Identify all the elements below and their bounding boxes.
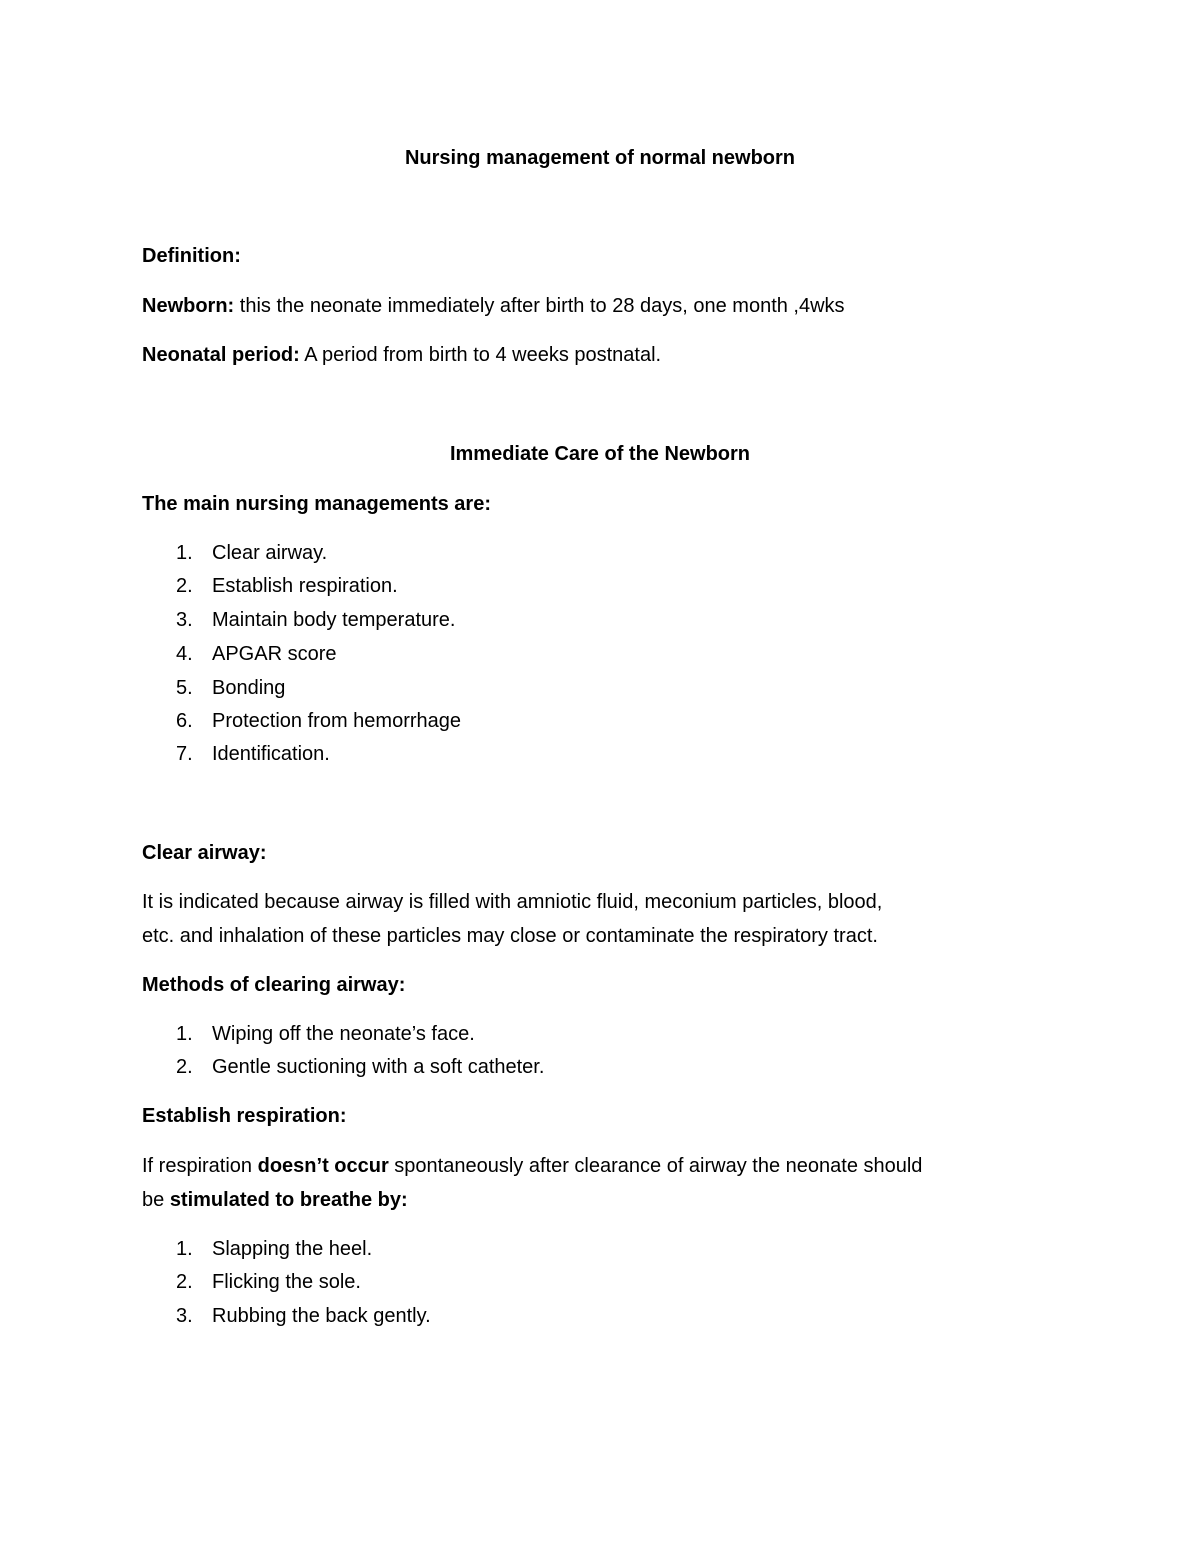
- list-item: APGAR score: [212, 643, 337, 665]
- list-item: Identification.: [212, 743, 330, 765]
- newborn-text: this the neonate immediately after birth to 28 days, one month ,4wks: [234, 295, 845, 317]
- list-item-number: 7.: [176, 743, 193, 765]
- list-item-number: 2.: [176, 1056, 193, 1078]
- list-item: Bonding: [212, 677, 286, 699]
- main-managements-heading: The main nursing managements are:: [142, 493, 491, 515]
- clear-airway-heading: Clear airway:: [142, 842, 267, 864]
- establish-respiration-text-line-1: [142, 1153, 922, 1179]
- neonatal-period-text: A period from birth to 4 weeks postnatal.: [299, 344, 662, 366]
- list-item: Wiping off the neonate’s face.: [212, 1023, 475, 1045]
- list-item-number: 5.: [176, 677, 193, 699]
- list-item: Slapping the heel.: [212, 1238, 373, 1260]
- immediate-care-heading: Immediate Care of the Newborn: [449, 443, 751, 465]
- establish-text-part: spontaneously after clearance of airway the neonate should: [388, 1155, 923, 1177]
- list-item: Establish respiration.: [212, 575, 398, 597]
- establish-text-part: If respiration: [142, 1155, 258, 1177]
- list-item-number: 2.: [176, 1271, 193, 1293]
- list-item: Rubbing the back gently.: [212, 1305, 431, 1327]
- list-item: Maintain body temperature.: [212, 609, 456, 631]
- list-item-number: 4.: [176, 643, 193, 665]
- establish-text-part: be: [142, 1189, 170, 1211]
- methods-heading: Methods of clearing airway:: [142, 974, 406, 996]
- establish-text-emphasis: doesn’t occur: [257, 1155, 389, 1177]
- list-item: Clear airway.: [212, 542, 328, 564]
- list-item-number: 2.: [176, 575, 193, 597]
- establish-text-emphasis: stimulated to breathe by:: [169, 1189, 408, 1211]
- neonatal-period-term: Neonatal period:: [142, 344, 300, 366]
- list-item-number: 1.: [176, 1023, 193, 1045]
- establish-respiration-heading: Establish respiration:: [142, 1105, 347, 1127]
- list-item-number: 1.: [176, 1238, 193, 1260]
- list-item-number: 1.: [176, 542, 193, 564]
- list-item: Gentle suctioning with a soft catheter.: [212, 1056, 545, 1078]
- clear-airway-text-line-2: etc. and inhalation of these particles may close or contaminate the respiratory tract.: [142, 925, 878, 947]
- definition-heading: Definition:: [142, 245, 241, 267]
- establish-respiration-text-line-2: [142, 1187, 408, 1213]
- list-item-number: 3.: [176, 609, 193, 631]
- neonatal-period-definition: [142, 342, 661, 368]
- list-item: Flicking the sole.: [212, 1271, 361, 1293]
- list-item: Protection from hemorrhage: [212, 710, 462, 732]
- list-item-number: 6.: [176, 710, 193, 732]
- clear-airway-text-line-1: It is indicated because airway is filled with amniotic fluid, meconium particles, blood,: [142, 891, 883, 913]
- newborn-definition: [142, 293, 845, 319]
- list-item-number: 3.: [176, 1305, 193, 1327]
- newborn-term: Newborn:: [142, 295, 235, 317]
- page-title: Nursing management of normal newborn: [404, 147, 796, 169]
